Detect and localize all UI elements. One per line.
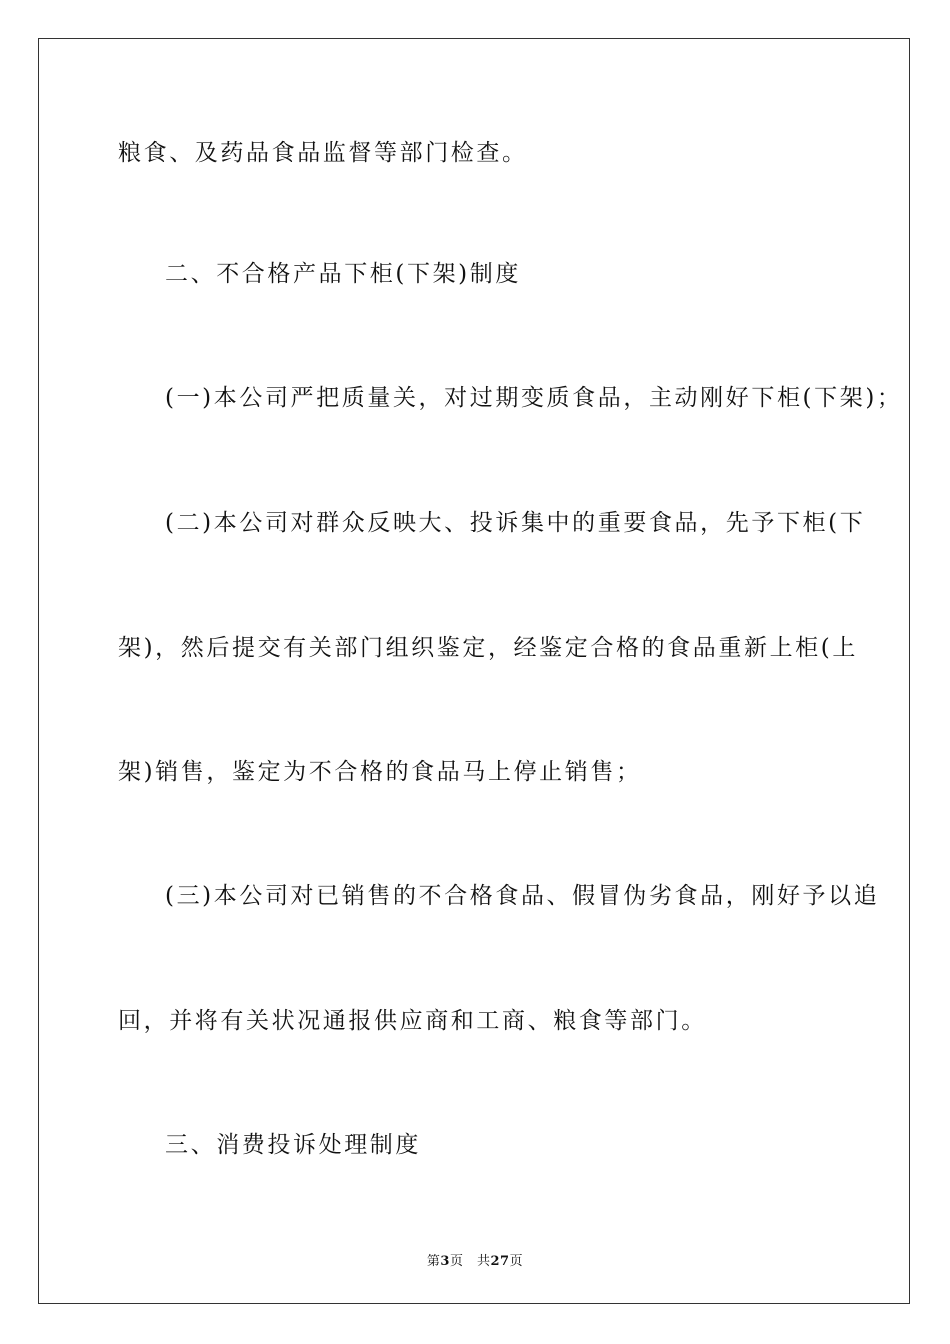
body-line-5: 架)，然后提交有关部门组织鉴定，经鉴定合格的食品重新上柜(上 xyxy=(118,635,858,661)
page-frame xyxy=(38,38,910,1304)
footer-total-pages: 27 xyxy=(490,1254,510,1269)
body-line-7: (三)本公司对已销售的不合格食品、假冒伪劣食品，刚好予以追 xyxy=(165,883,880,909)
body-line-6: 架)销售，鉴定为不合格的食品马上停止销售； xyxy=(118,759,642,785)
footer-current-page: 3 xyxy=(440,1254,450,1269)
section-heading-2: 二、不合格产品下柜(下架)制度 xyxy=(165,261,521,287)
footer-mid: 页 共 xyxy=(449,1254,491,1269)
footer-prefix: 第 xyxy=(426,1254,441,1269)
body-line-8: 回，并将有关状况通报供应商和工商、粮食等部门。 xyxy=(118,1008,707,1034)
section-heading-3: 三、消费投诉处理制度 xyxy=(165,1132,421,1158)
body-line-1: 粮食、及药品食品监督等部门检查。 xyxy=(118,140,528,166)
body-line-3: (一)本公司严把质量关，对过期变质食品，主动刚好下柜(下架)； xyxy=(165,385,903,411)
footer-suffix: 页 xyxy=(509,1254,524,1269)
page-footer xyxy=(0,1250,950,1269)
body-line-4: (二)本公司对群众反映大、投诉集中的重要食品，先予下柜(下 xyxy=(165,510,866,536)
